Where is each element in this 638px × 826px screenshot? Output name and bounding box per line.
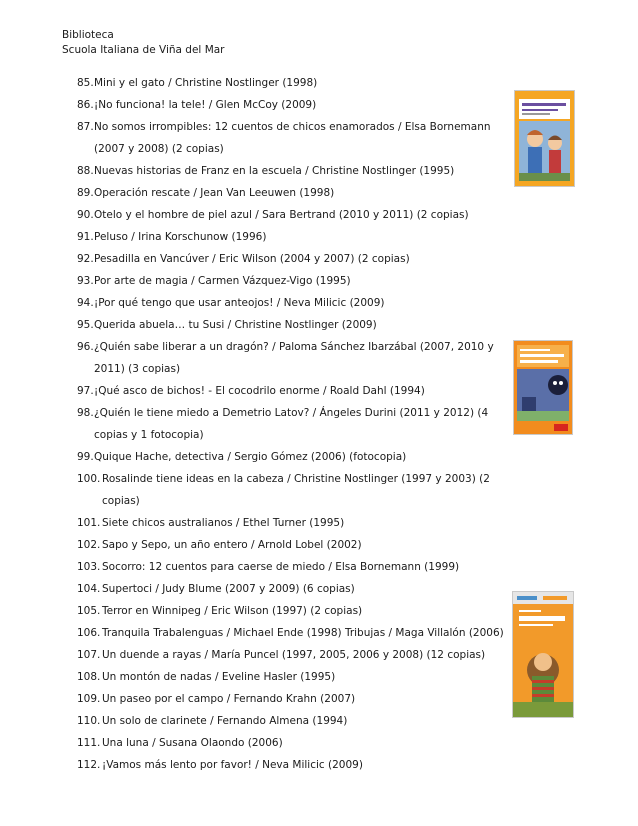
- item-text: Una luna / Susana Olaondo (2006): [102, 737, 283, 749]
- item-text: ¿Quién le tiene miedo a Demetrio Latov? / Ángeles Durini (2011 y 2012) (4 copias y 1 fotocopia): [94, 407, 489, 441]
- item-number: 89.: [77, 187, 94, 199]
- item-number: 112.: [77, 759, 101, 771]
- item-text: Un solo de clarinete / Fernando Almena (1994): [102, 715, 348, 727]
- book-list-item: [77, 512, 522, 534]
- book-list-item: [77, 644, 522, 666]
- item-number: 107.: [77, 649, 101, 661]
- item-text: Un paseo por el campo / Fernando Krahn (2007): [102, 693, 356, 705]
- item-number: 102.: [77, 539, 101, 551]
- item-text: ¡No funciona! la tele! / Glen McCoy (2009): [94, 99, 317, 111]
- item-number: 95.: [77, 319, 94, 331]
- item-number: 108.: [77, 671, 101, 683]
- item-text: Mini y el gato / Christine Nostlinger (1998): [94, 77, 318, 89]
- item-number: 96.: [77, 341, 94, 353]
- item-number: 87.: [77, 121, 94, 133]
- item-number: 100.: [77, 473, 101, 485]
- item-number: 97.: [77, 385, 94, 397]
- item-number: 86.: [77, 99, 94, 111]
- item-number: 111.: [77, 737, 101, 749]
- book-list-item: [77, 72, 522, 94]
- book-list-item: [77, 600, 522, 622]
- item-text: Un montón de nadas / Eveline Hasler (1995): [102, 671, 336, 683]
- item-text: ¡Vamos más lento por favor! / Neva Milicic (2009): [102, 759, 363, 771]
- book-list-item: [77, 292, 522, 314]
- item-text: Siete chicos australianos / Ethel Turner (1995): [102, 517, 345, 529]
- book-list-item: [77, 578, 522, 600]
- item-number: 106.: [77, 627, 101, 639]
- book-list-item: [77, 732, 522, 754]
- book-list-item: [77, 468, 522, 512]
- item-text: Peluso / Irina Korschunow (1996): [94, 231, 267, 243]
- item-text: Tranquila Trabalenguas / Michael Ende (1998) Tribujas / Maga Villalón (2006): [102, 627, 504, 639]
- book-list: [77, 72, 522, 776]
- book-list-item: [77, 160, 522, 182]
- item-text: ¡Por qué tengo que usar anteojos! / Neva Milicic (2009): [94, 297, 385, 309]
- item-number: 88.: [77, 165, 94, 177]
- book-list-item: [77, 248, 522, 270]
- item-text: No somos irrompibles: 12 cuentos de chicos enamorados / Elsa Bornemann (2007 y 2008) (2 copias): [94, 121, 491, 155]
- item-text: Querida abuela… tu Susi / Christine Nostlinger (2009): [94, 319, 377, 331]
- book-list-item: [77, 204, 522, 226]
- book-list-item: [77, 402, 522, 446]
- item-number: 110.: [77, 715, 101, 727]
- item-number: 105.: [77, 605, 101, 617]
- item-number: 101.: [77, 517, 101, 529]
- item-text: Rosalinde tiene ideas en la cabeza / Christine Nostlinger (1997 y 2003) (2 copias): [102, 473, 490, 507]
- book-list-item: [77, 556, 522, 578]
- book-list-item: [77, 116, 522, 160]
- item-text: Un duende a rayas / María Puncel (1997, 2005, 2006 y 2008) (12 copias): [102, 649, 486, 661]
- item-text: ¿Quién sabe liberar a un dragón? / Paloma Sánchez Ibarzábal (2007, 2010 y 2011) (3 copias): [94, 341, 494, 375]
- item-number: 104.: [77, 583, 101, 595]
- cover-illustration: [514, 341, 572, 434]
- item-number: 103.: [77, 561, 101, 573]
- item-number: 91.: [77, 231, 94, 243]
- book-list-item: [77, 182, 522, 204]
- cover-illustration: [515, 91, 574, 186]
- item-number: 94.: [77, 297, 94, 309]
- item-number: 109.: [77, 693, 101, 705]
- item-text: Otelo y el hombre de piel azul / Sara Bertrand (2010 y 2011) (2 copias): [94, 209, 469, 221]
- item-number: 92.: [77, 253, 94, 265]
- cover-illustration: [513, 592, 573, 717]
- book-list-item: [77, 534, 522, 556]
- item-number: 99.: [77, 451, 94, 463]
- book-list-item: [77, 710, 522, 732]
- book-list-item: [77, 270, 522, 292]
- book-list-item: [77, 446, 522, 468]
- book-list-item: [77, 622, 522, 644]
- book-cover-un-duende-a-rayas: [512, 591, 574, 718]
- item-text: Terror en Winnipeg / Eric Wilson (1997) (2 copias): [102, 605, 363, 617]
- book-list-item: [77, 666, 522, 688]
- item-text: Operación rescate / Jean Van Leeuwen (1998): [94, 187, 335, 199]
- book-list-item: [77, 94, 522, 116]
- book-cover-no-somos-irrompibles: [514, 90, 575, 187]
- library-name: Biblioteca: [62, 29, 114, 41]
- book-list-item: [77, 336, 522, 380]
- item-number: 93.: [77, 275, 94, 287]
- item-number: 90.: [77, 209, 94, 221]
- book-list-item: [77, 688, 522, 710]
- item-number: 85.: [77, 77, 94, 89]
- book-list-item: [77, 314, 522, 336]
- school-name: Scuola Italiana de Viña del Mar: [62, 44, 225, 56]
- item-text: Sapo y Sepo, un año entero / Arnold Lobel (2002): [102, 539, 362, 551]
- item-text: Nuevas historias de Franz en la escuela / Christine Nostlinger (1995): [94, 165, 455, 177]
- item-text: Supertoci / Judy Blume (2007 y 2009) (6 copias): [102, 583, 355, 595]
- item-text: Por arte de magia / Carmen Vázquez-Vigo (1995): [94, 275, 351, 287]
- item-text: Socorro: 12 cuentos para caerse de miedo / Elsa Bornemann (1999): [102, 561, 460, 573]
- item-text: Pesadilla en Vancúver / Eric Wilson (2004 y 2007) (2 copias): [94, 253, 410, 265]
- item-text: Quique Hache, detectiva / Sergio Gómez (2006) (fotocopia): [94, 451, 407, 463]
- item-text: ¡Qué asco de bichos! - El cocodrilo enorme / Roald Dahl (1994): [94, 385, 425, 397]
- book-cover-demetrio-latov: [513, 340, 573, 435]
- book-list-item: [77, 380, 522, 402]
- book-list-item: [77, 754, 522, 776]
- book-list-item: [77, 226, 522, 248]
- document-header: [62, 28, 225, 58]
- item-number: 98.: [77, 407, 94, 419]
